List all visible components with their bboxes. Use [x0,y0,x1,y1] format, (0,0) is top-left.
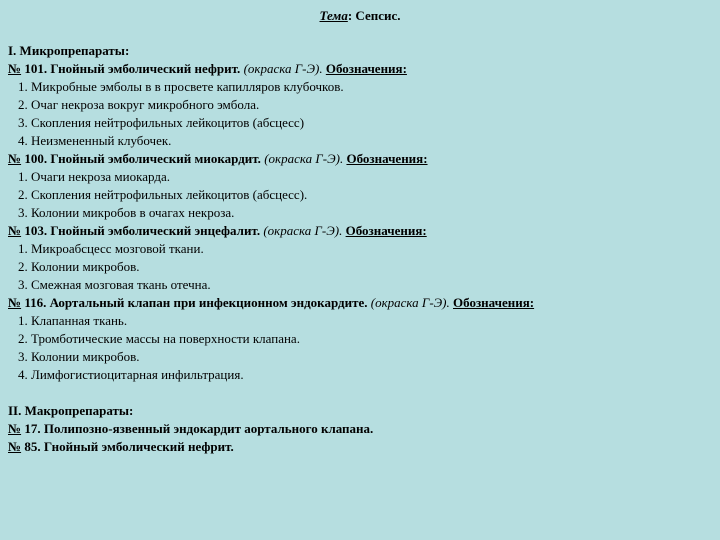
prep-116-header [8,294,712,312]
prep-name: 100. Гнойный эмболический миокардит. [21,151,261,166]
list-item: 3. Скопления нейтрофильных лейкоцитов (абсцесс) [18,115,305,130]
prep-stain: (окраска Г-Э). [243,61,323,76]
prep-stain: (окраска Г-Э). [370,295,450,310]
list-item: 1. Клапанная ткань. [18,313,128,328]
prep-name: 103. Гнойный эмболический энцефалит. [21,223,261,238]
list-item: 4. Лимфогистиоцитарная инфильтрация. [18,367,244,382]
list-item: 1. Очаги некроза миокарда. [18,169,170,184]
section1-heading: I. Микропрепараты: [8,43,130,58]
prep-name: 116. Аортальный клапан при инфекционном эндокардите. [21,295,368,310]
macro-prep-85 [8,438,712,456]
prep-legend: Обозначения: [453,295,535,310]
slide-title [0,8,720,24]
prep-name: 85. Гнойный эмболический нефрит. [21,439,234,454]
title-value: : Сепсис. [347,8,401,23]
prep-103-header [8,222,712,240]
list-item: 2. Колонии микробов. [18,259,140,274]
prep-legend: Обозначения: [346,151,428,166]
list-item: 3. Колонии микробов в очагах некроза. [18,205,235,220]
spacer [8,384,712,402]
title-label: Тема [319,8,348,23]
list-item: 2. Очаг некроза вокруг микробного эмбола. [18,97,260,112]
prep-legend: Обозначения: [345,223,427,238]
prep-name: 17. Полипозно-язвенный эндокардит аортального клапана. [21,421,374,436]
prep-legend: Обозначения: [325,61,407,76]
section2-heading: II. Макропрепараты: [8,403,134,418]
prep-number-sign: № [8,421,22,436]
list-item: 2. Тромботические массы на поверхности клапана. [18,331,300,346]
prep-number-sign: № [8,439,22,454]
prep-number-sign: № [8,295,22,310]
list-item: 3. Смежная мозговая ткань отечна. [18,277,211,292]
list-item: 2. Скопления нейтрофильных лейкоцитов (абсцесс). [18,187,308,202]
prep-stain: (окраска Г-Э). [263,223,343,238]
prep-101-header [8,60,712,78]
prep-number-sign: № [8,61,22,76]
list-item: 4. Неизмененный клубочек. [18,133,172,148]
list-item: 1. Микроабсцесс мозговой ткани. [18,241,204,256]
prep-number-sign: № [8,223,22,238]
content [8,42,712,456]
prep-100-header [8,150,712,168]
list-item: 3. Колонии микробов. [18,349,140,364]
list-item: 1. Микробные эмболы в в просвете капилляров клубочков. [18,79,344,94]
prep-stain: (окраска Г-Э). [264,151,344,166]
prep-number-sign: № [8,151,22,166]
macro-prep-17 [8,420,712,438]
prep-name: 101. Гнойный эмболический нефрит. [21,61,241,76]
